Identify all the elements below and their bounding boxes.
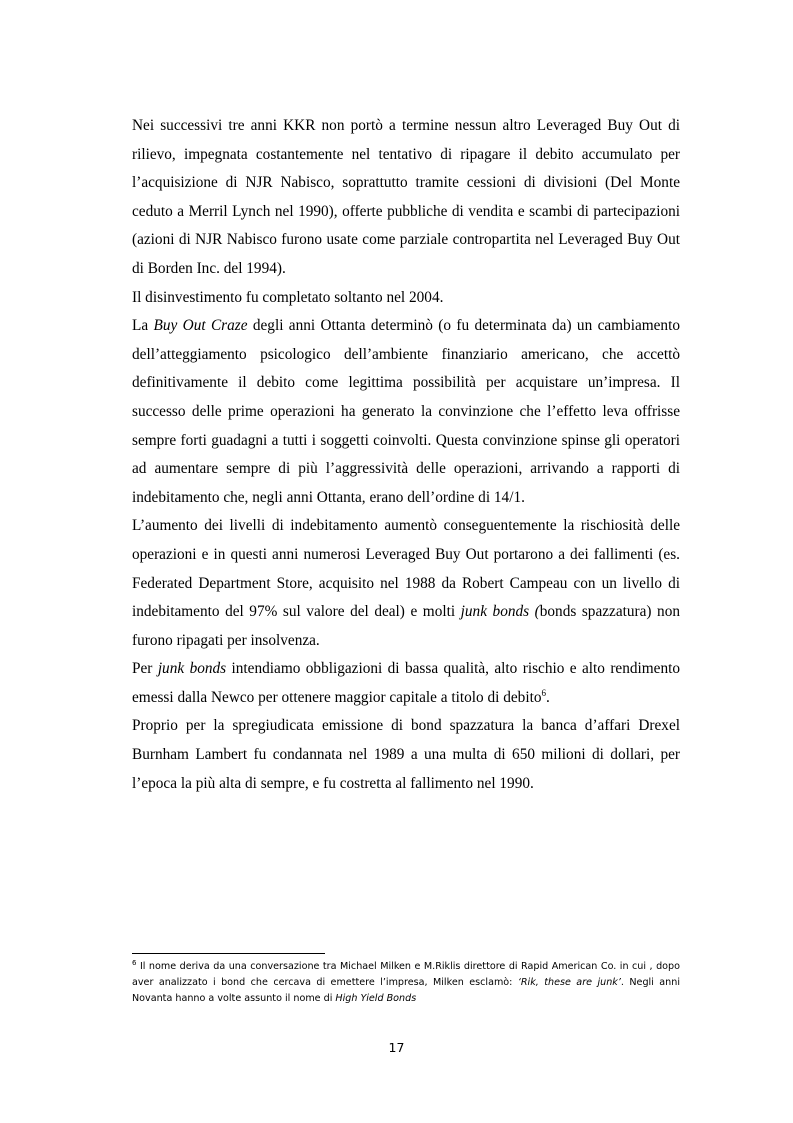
body-text: [132, 112, 680, 798]
footnote-number: 6: [132, 959, 137, 967]
page-number: 17: [388, 1040, 405, 1055]
paragraph-junk-bonds: Per junk bonds intendiamo obbligazioni di bassa qualità, alto rischio e alto rendimento emessi dalla Newco per ottenere maggior capitale a titolo di debito$^6$.: [132, 660, 681, 706]
footnote-reference[interactable]: 6: [541, 687, 546, 698]
paragraph-drexel: Proprio per la spregiudicata emissione di bond spazzatura la banca d’affari Drexel Burnham Lambert fu condannata nel 1989 a una multa di 650 milioni di dollari, per l’epoca la più alta di sempre, e fu costretta al fallimento nel 1990.: [132, 717, 680, 792]
italic-term: junk bonds (: [460, 603, 540, 621]
paragraph-debt-increase: L’aumento dei livelli di indebitamento aumentò conseguentemente la rischiosità delle operazioni e in questi anni numerosi Leveraged Buy Out portarono a dei fallimenti (es. Federated Department Store, acquisito nel 1988 da Robert Campeau con un livello di indebitamento del 97% sul valore del deal) e molti junk bonds (bonds spazzatura) non furono ripagati per insolvenza.: [132, 517, 680, 649]
italic-term: junk bonds: [157, 660, 227, 678]
italic-term: Buy Out Craze: [153, 317, 248, 335]
footnote-quote: ‘Rik, these are junk’: [517, 977, 621, 988]
footnote-separator: [132, 953, 325, 954]
paragraph-disinvestment: Il disinvestimento fu completato soltanto nel 2004.: [132, 288, 444, 306]
paragraph-buy-out-craze: La Buy Out Craze degli anni Ottanta determinò (o fu determinata da) un cambiamento dell’atteggiamento psicologico dell’ambiente finanziario americano, che accettò definitivamente il debito come legittima possibilità per acquistare un’impresa. Il successo delle prime operazioni ha generato la convinzione che l’effetto leva offrisse sempre forti guadagni a tutti i soggetti coinvolti. Questa convinzione spinse gli operatori ad aumentare sempre di più l’aggressività delle operazioni, arrivando a rapporti di indebitamento che, negli anni Ottanta, erano dell’ordine di 14/1.: [132, 317, 680, 506]
paragraph-kkr: Nei successivi tre anni KKR non portò a termine nessun altro Leveraged Buy Out di rilievo, impegnata costantemente nel tentativo di ripagare il debito accumulato per l’acquisizione di NJR Nabisco, soprattutto tramite cessioni di divisioni (Del Monte ceduto a Merril Lynch nel 1990), offerte pubbliche di vendita e scambi di partecipazioni (azioni di NJR Nabisco furono usate come parziale contropartita nel Leveraged Buy Out di Borden Inc. del 1994).: [132, 117, 680, 277]
footnote: $^6$ Il nome deriva da una conversazione tra Michael Milken e M.Riklis direttore di Rapid American Co. in cui , dopo aver analizzato i bond che cercava di emettere l’impresa, Milken esclamò: ‘Rik, these are junk’. Negli anni Novanta hanno a volte assunto il nome di High Yield Bonds: [132, 959, 680, 1004]
footnote-italic-term: High Yield Bonds: [335, 993, 417, 1004]
